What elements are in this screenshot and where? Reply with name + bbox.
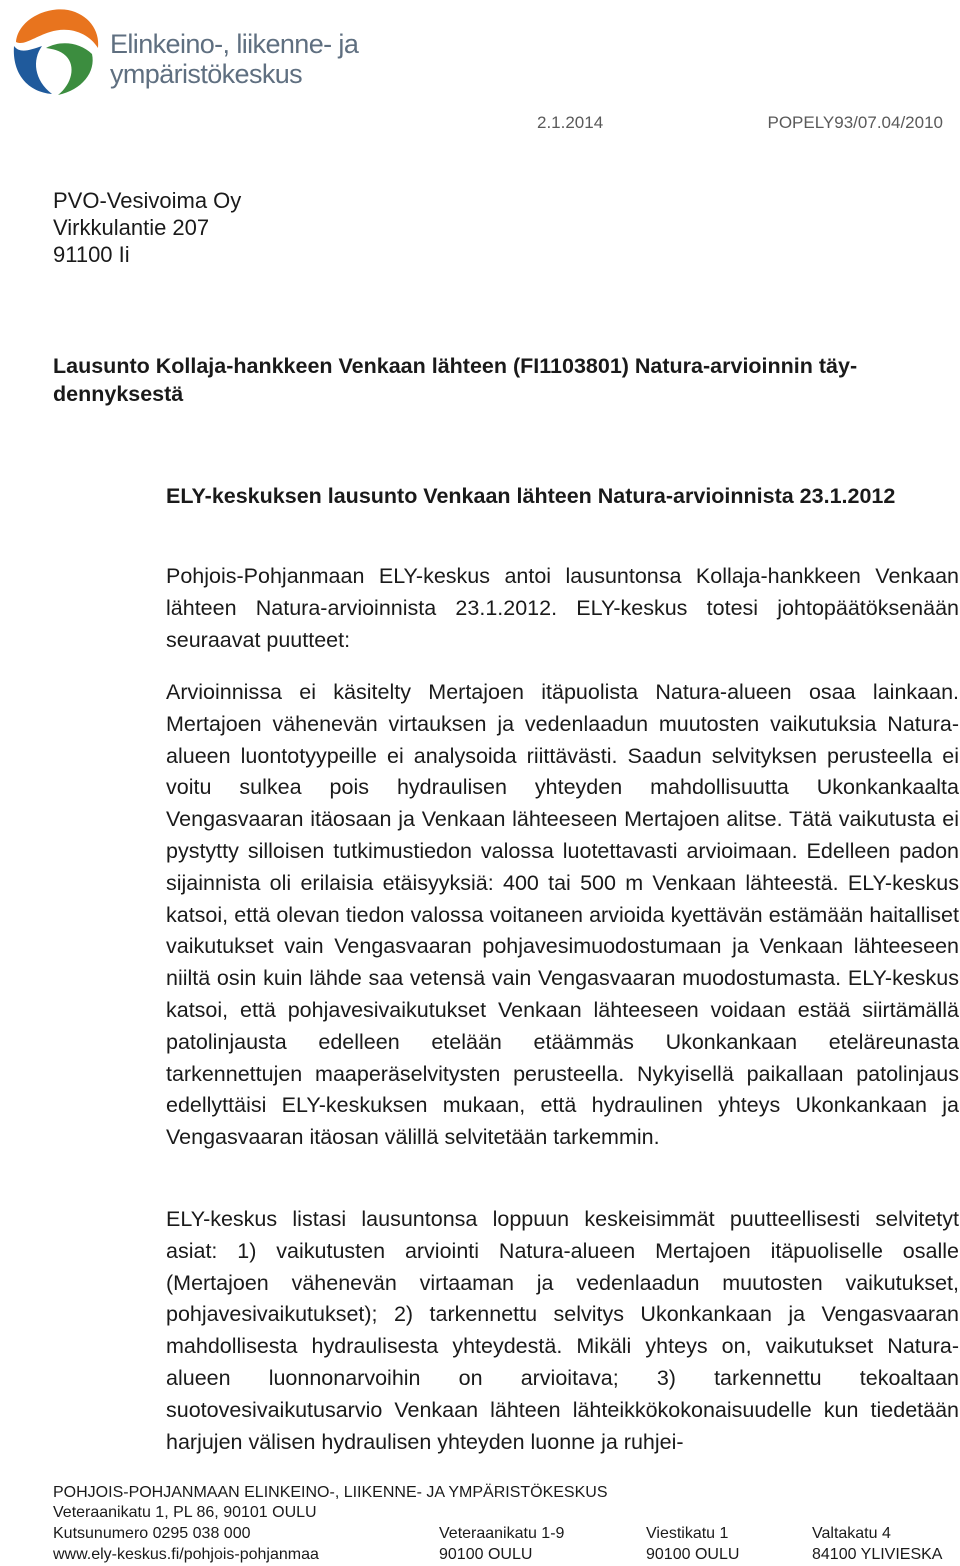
body-paragraph: ELY-keskus listasi lausuntonsa loppuun keskeisimmät puutteellisesti selvitetyt asiat: 1) vaikutusten arviointi Natura-alueen Mertajoen itäpuoliselle osalle (Mertajoen vähenevän virtaaman ja vedenlaadun muutosten vaikutukset, pohjavesivaikutukset); 2) tarkennettu selvitys Ukonkankaan ja Vengasvaaran mahdollisesta hydraulisesta yhteydestä. Mikäli yhteys on, vaikutukset Natura-alueen luonnonarvoihin on arvioitava; 3) tarkennettu tekoaltaan suotovesivaikutusarvio Venkaan lähteen lähteikkökokonaisuudelle kun tiedetään harjujen välisen hydraulisen yhteyden luonne ja ruhjei-: [166, 1207, 959, 1454]
section-heading: ELY-keskuksen lausunto Venkaan lähteen Natura-arvioinnista 23.1.2012: [166, 484, 896, 508]
ely-logo-icon: [6, 2, 100, 97]
footer-column: [439, 1524, 564, 1566]
footer-address: Veteraanikatu 1, PL 86, 90101 OULU: [53, 1504, 317, 1521]
footer-column: [812, 1524, 942, 1566]
footer-org-name: POHJOIS-POHJANMAAN ELINKEINO-, LIIKENNE- JA YMPÄRISTÖKESKUS: [53, 1484, 608, 1501]
footer-office-postal: 90100 OULU: [646, 1546, 740, 1563]
footer-office-postal: 90100 OULU: [439, 1546, 533, 1563]
org-name-line-2: ympäristökeskus: [110, 59, 303, 89]
document-title: Lausunto Kollaja-hankkeen Venkaan lähteen (FI1103801) Natura-arvioinnin täydennyksestä: [53, 354, 858, 406]
footer-office-postal: 84100 YLIVIESKA: [812, 1546, 943, 1563]
document-reference: POPELY93/07.04/2010: [767, 113, 943, 132]
recipient-street: Virkkulantie 207: [53, 215, 210, 240]
footer-office-street: Veteraanikatu 1-9: [439, 1525, 565, 1542]
document-date: 2.1.2014: [537, 113, 604, 132]
footer-column: [646, 1524, 739, 1566]
footer-column: [53, 1524, 319, 1566]
footer-office-street: Valtakatu 4: [812, 1525, 891, 1542]
recipient-name: PVO-Vesivoima Oy: [53, 188, 242, 213]
footer-office-street: Viestikatu 1: [646, 1525, 729, 1542]
body-paragraph: Pohjois-Pohjanmaan ELY-keskus antoi lausuntonsa Kollaja-hankkeen Venkaan lähteen Natura-arvioinnista 23.1.2012. ELY-keskus totesi johtopäätöksenään seuraavat puutteet:: [166, 564, 959, 652]
footer-phone: Kutsunumero 0295 038 000: [53, 1525, 251, 1542]
recipient-postal: 91100 Ii: [53, 242, 130, 267]
body-paragraph: Arvioinnissa ei käsitelty Mertajoen itäpuolista Natura-alueen osaa lainkaan. Mertajoen vähenevän virtauksen ja vedenlaadun muutosten vaikutuksia Natura-alueen luontotyypeille ei analysoida riittävästi. Saadun selvityksen perusteella ei voitu sulkea pois hydraulisen yhteyden mahdollisuutta Ukonkankaalta Vengasvaaran itäosaan ja Venkaan lähteeseen Mertajoen alitse. Tätä vaikutusta ei pystytty silloisen tutkimustiedon valossa luotettavasti arvioimaan. Edelleen padon sijainnista oli erilaisia etäisyyksiä: 400 tai 500 m Venkaan lähteestä. ELY-keskus katsoi, että olevan tiedon valossa voitaneen arvioida kyettävän estämään haitalliset vaikutukset vain Vengasvaaran pohjavesimuodostumaan ja Venkaan lähteeseen niiltä osin kuin lähde saa vetensä vain Vengasvaaran muodostumasta. ELY-keskus katsoi, että pohjavesivaikutukset Venkaan lähteeseen voidaan estää siirtämällä patolinjausta edelleen etelään etäämmäs Ukonkankaan eteläreunasta tarkennettujen maaperäselvitysten perusteella. Nykyisellä paikallaan patolinjaus edellyttäisi ELY-keskuksen mukaan, että hydraulinen yhteys Ukonkankaan ja Vengasvaaran itäosan välillä selvitetään tarkemmin.: [166, 680, 959, 1150]
org-name-line-1: Elinkeino-, liikenne- ja: [110, 29, 359, 59]
footer-website-link[interactable]: www.ely-keskus.fi/pohjois-pohjanmaa: [53, 1546, 319, 1563]
